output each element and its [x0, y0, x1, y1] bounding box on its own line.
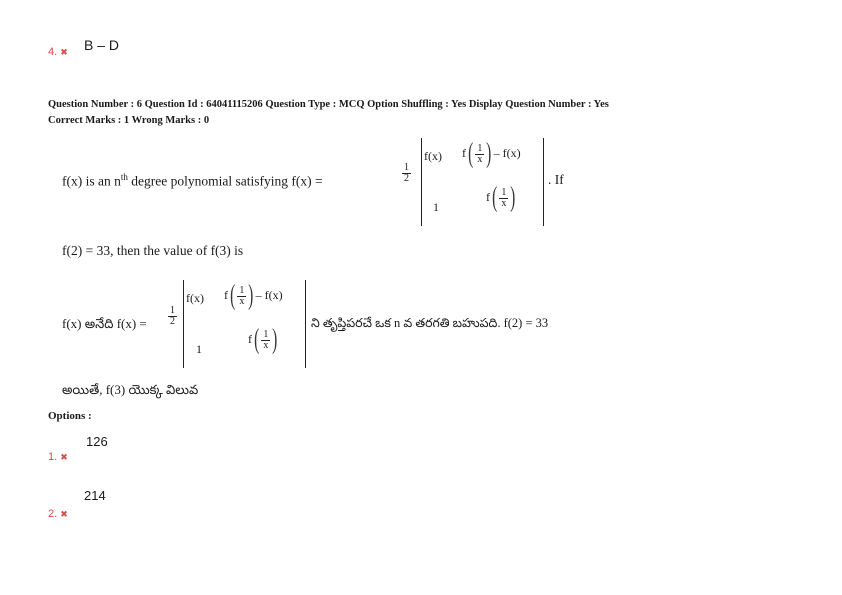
numerator: 1	[477, 142, 483, 154]
minus-fx: – f(x)	[493, 145, 521, 160]
option-number-text: 4.	[48, 46, 58, 58]
half-fraction	[402, 163, 411, 184]
marks-meta: Correct Marks : 1 Wrong Marks : 0	[48, 115, 210, 126]
question-text-te-line2: అయితే, f(3) యొక్క విలువ	[62, 382, 199, 397]
wrong-mark-icon: ✖	[60, 510, 68, 520]
matrix-cell: 1	[196, 342, 202, 356]
question-text-if: . If	[548, 172, 564, 187]
denominator: 2	[170, 316, 175, 327]
matrix-cell: f( $\frac{1}{x}$ ) – f(x)	[462, 138, 521, 169]
question-text-en	[62, 172, 323, 190]
f-label: f	[462, 145, 466, 160]
option-number	[48, 508, 68, 520]
determinant-bar-left	[183, 280, 184, 368]
option-value: B – D	[84, 37, 120, 53]
denominator: 2	[404, 173, 409, 184]
numerator: 1	[239, 284, 245, 296]
half-fraction	[168, 306, 177, 327]
wrong-mark-icon: ✖	[60, 453, 68, 463]
numerator: 1	[170, 305, 175, 316]
question-text-part: f(x) is an n	[62, 173, 121, 189]
option-value: 214	[84, 488, 106, 503]
question-text-te-post: ని తృప్తిపరచే ఒక n వ తరగతి బహుపది. f(2) = 33	[311, 316, 549, 330]
f-label: f	[486, 189, 490, 204]
denominator: x	[501, 197, 507, 209]
f-label: f	[248, 331, 252, 346]
matrix-cell: f( $\frac{1}{x}$ ) – f(x)	[224, 280, 283, 311]
question-meta: Question Number : 6 Question Id : 64041115206 Question Type : MCQ Option Shuffling : Yes Display Question Number : Yes	[48, 99, 609, 110]
matrix-cell: f(x)	[424, 149, 442, 163]
option-value: 126	[86, 434, 108, 449]
wrong-mark-icon: ✖	[60, 48, 68, 58]
determinant-bar-right	[543, 138, 544, 226]
determinant-bar-left	[421, 138, 422, 226]
option-number	[48, 46, 68, 58]
f-label: f	[224, 287, 228, 302]
options-label: Options :	[48, 410, 92, 422]
denominator: x	[239, 295, 245, 307]
denominator: x	[477, 153, 483, 165]
option-number	[48, 451, 68, 463]
question-text-part: degree polynomial satisfying f(x) =	[127, 173, 323, 189]
matrix-cell: 1	[433, 200, 439, 214]
question-text-en-line2: f(2) = 33, then the value of f(3) is	[62, 243, 244, 258]
option-number-text: 1.	[48, 451, 58, 463]
denominator: x	[263, 339, 269, 351]
superscript: th	[120, 172, 128, 182]
numerator: 1	[263, 328, 269, 340]
matrix-cell: f( $\frac{1}{x}$ )	[248, 324, 278, 355]
matrix-cell: f( $\frac{1}{x}$ )	[486, 182, 516, 213]
determinant-bar-right	[305, 280, 306, 368]
numerator: 1	[501, 186, 507, 198]
option-number-text: 2.	[48, 508, 58, 520]
matrix-cell: f(x)	[186, 291, 204, 305]
question-text-te: f(x) అనేది f(x) =	[62, 316, 147, 331]
numerator: 1	[404, 162, 409, 173]
minus-fx: – f(x)	[255, 287, 283, 302]
